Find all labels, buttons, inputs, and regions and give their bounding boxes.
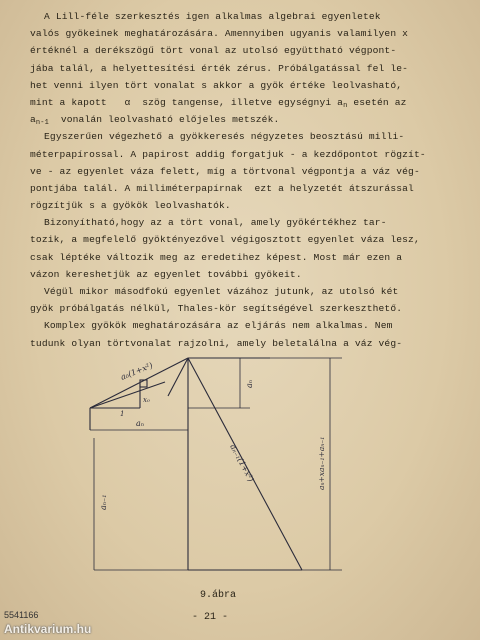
text-line: Komplex gyökök meghatározására az eljárás nem alkalmas. Nem [44,320,393,332]
label-an1: aₙ₋₁ [99,494,108,510]
body-text [30,8,462,352]
label-an-horizontal: aₙ [136,419,145,428]
text-line: Bizonyítható,hogy az a tört vonal, amely gyökértékhez tar- [44,217,387,229]
text-line: rögzítjük s a gyökök leolvashatók. [30,200,231,212]
lill-construction-diagram [80,350,350,585]
figure-9 [80,350,350,585]
stock-code: 5541166 [4,610,39,620]
subscript: n [343,101,348,110]
text-fragment: esetén az [347,96,407,108]
page-number: - 21 - [192,612,229,623]
figure-caption: 9.ábra [200,590,237,601]
ray-line [90,382,165,408]
label-an-vertical: aₙ [245,379,254,388]
label-right: aₙ+xaₙ₋₁+aₙ₋₁ [317,436,326,490]
label-one: 1 [120,410,125,418]
text-line: Végül mikor másodfokú egyenlet vázához jutunk, az utolsó két [44,286,399,297]
text-line: tozik, a megfelelő gyöktényezővel végigosztott egyenlet váza lesz, [30,234,420,246]
text-line: csak léptéke változik meg az eredetihez képest. Most már ezen a [30,251,403,263]
text-line [30,111,462,128]
text-line [30,94,462,111]
text-line: méterpapírossal. A papirost addig forgatjuk - a kezdőpontot rögzít- [30,148,426,160]
text-fragment: a [30,114,36,126]
watermark: Antikvarium.hu [4,622,92,636]
text-line: valós gyökeinek meghatározására. Amennyiben ugyanis valamilyen x [30,28,409,40]
text-line: pontjába talál. A milliméterpapírnak ezt a helyzetét átszurással [30,182,414,194]
text-line: tudunk olyan törtvonalat rajzolni, amely beletalálna a váz vég- [30,337,403,349]
label-a0x: a₀(1+x²) [119,360,155,382]
subscript: n-1 [35,119,49,128]
text-line: het venni ilyen tört vonalat s akkor a gyök értéke leolvasható, [30,79,403,91]
text-line: vázon kereshetjük az egyenlet további gyökeit. [30,268,302,280]
text-line: gyök próbálgatás nélkül, Thales-kör segítségével szerkeszthető. [30,303,403,315]
text-fragment: mint a kapott α szög tangense, illetve egységnyi a [30,96,344,108]
text-line: ve - az egyenlet váza felett, míg a törtvonal végpontja a váz vég- [30,165,420,177]
text-line: Egyszerűen végezhető a gyökkeresés négyzetes beosztású milli- [44,131,405,143]
text-line: értéknél a derékszögű tört vonal az utolsó együttható végpont- [30,45,397,57]
text-line: A Lill-féle szerkesztés igen alkalmas algebrai egyenletek [44,11,381,22]
text-line: jába talál, a helyettesítési érték zérus. Próbálgatással fel le- [30,62,409,74]
label-diagonal: aₙ₋₁(1+x²) [228,442,256,484]
text-fragment: vonalán leolvasható előjeles metszék. [60,114,280,126]
label-x0: x₀ [143,396,150,404]
